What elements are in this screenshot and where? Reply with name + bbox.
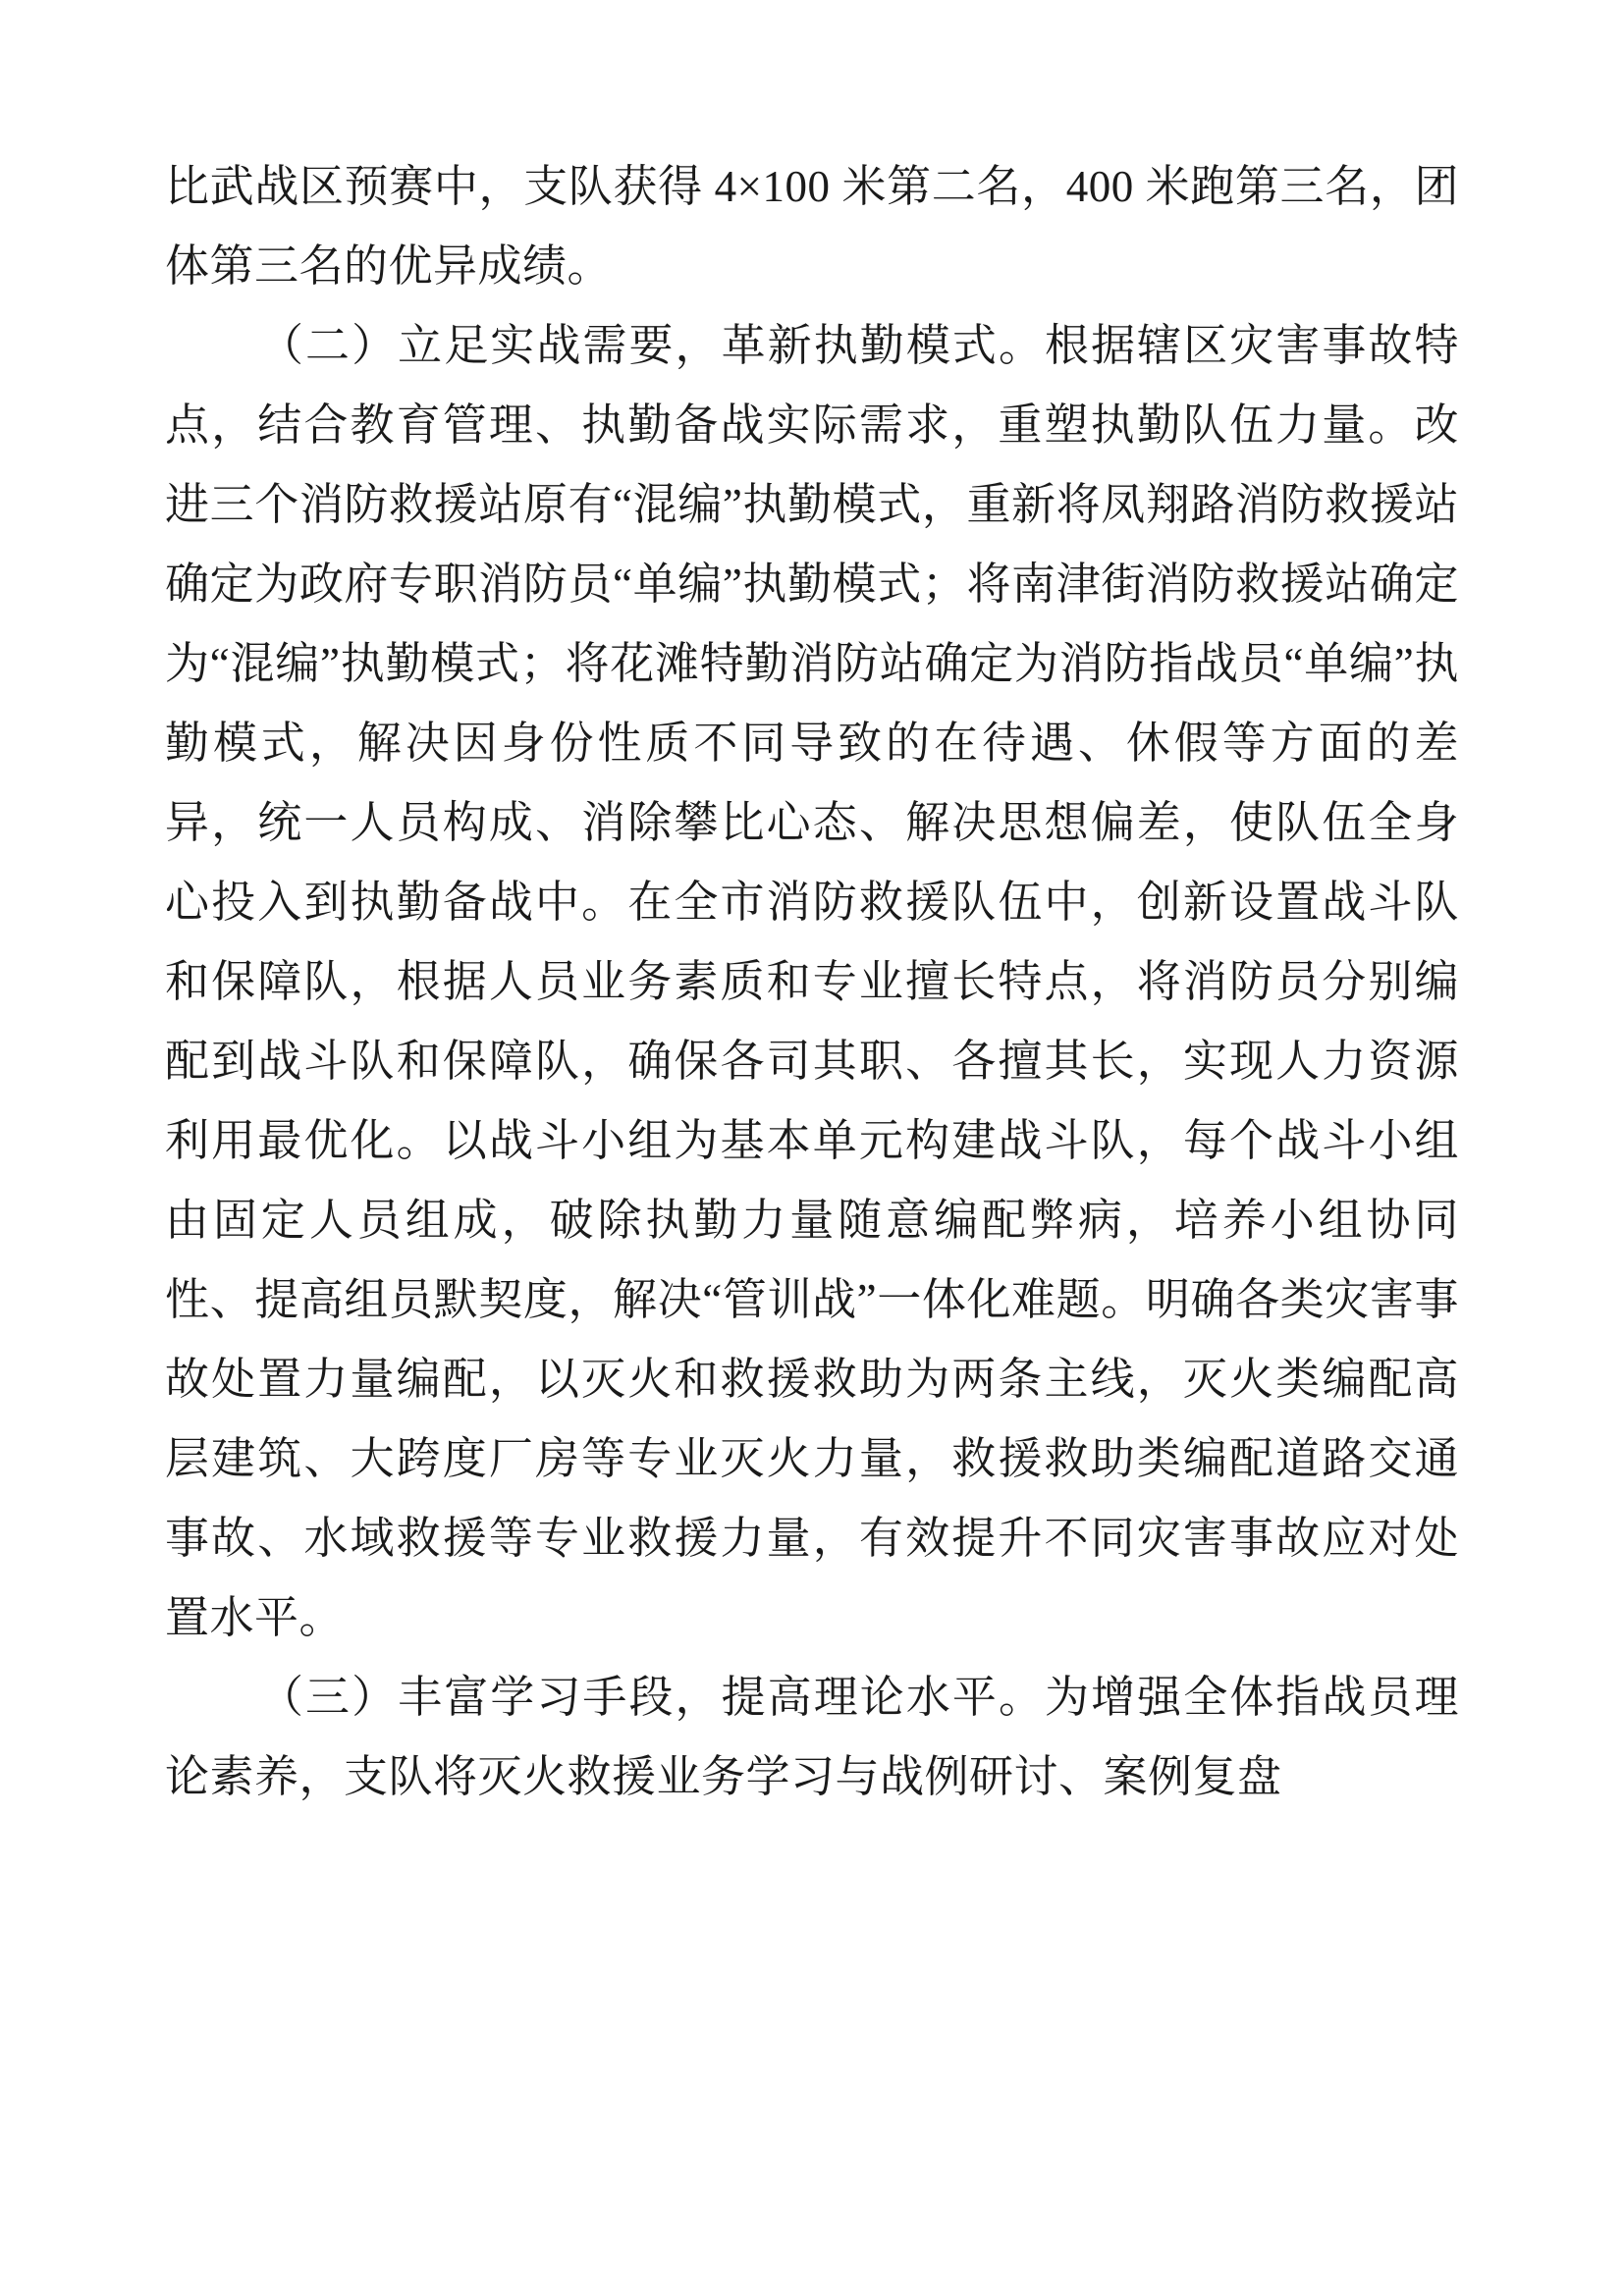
paragraph-section-three: （三）丰富学习手段，提高理论水平。为增强全体指战员理论素养，支队将灭火救援业务学习与战例研讨、案例复盘 <box>165 1673 1459 1801</box>
paragraph-section-two: （二）立足实战需要，革新执勤模式。根据辖区灾害事故特点，结合教育管理、执勤备战实际需求，重塑执勤队伍力量。改进三个消防救援站原有“混编”执勤模式，重新将凤翔路消防救援站确定为政府专职消防员“单编”执勤模式；将南津街消防救援站确定为“混编”执勤模式；将花滩特勤消防站确定为消防指战员“单编”执勤模式，解决因身份性质不同导致的在待遇、休假等方面的差异，统一人员构成、消除攀比心态、解决思想偏差，使队伍全身心投入到执勤备战中。在全市消防救援队伍中，创新设置战斗队和保障队，根据人员业务素质和专业擅长特点，将消防员分别编配到战斗队和保障队，确保各司其职、各擅其长，实现人力资源利用最优化。以战斗小组为基本单元构建战斗队，每个战斗小组由固定人员组成，破除执勤力量随意编配弊病，培养小组协同性、提高组员默契度，解决“管训战”一体化难题。明确各类灾害事故处置力量编配，以灭火和救援救助为两条主线，灭火类编配高层建筑、大跨度厂房等专业灭火力量，救援救助类编配道路交通事故、水域救援等专业救援力量，有效提升不同灾害事故应对处置水平。 <box>165 321 1459 1642</box>
document-body <box>165 147 1459 1817</box>
paragraph-continuation: 比武战区预赛中，支队获得 4×100 米第二名，400 米跑第三名，团体第三名的优异成绩。 <box>165 162 1459 291</box>
